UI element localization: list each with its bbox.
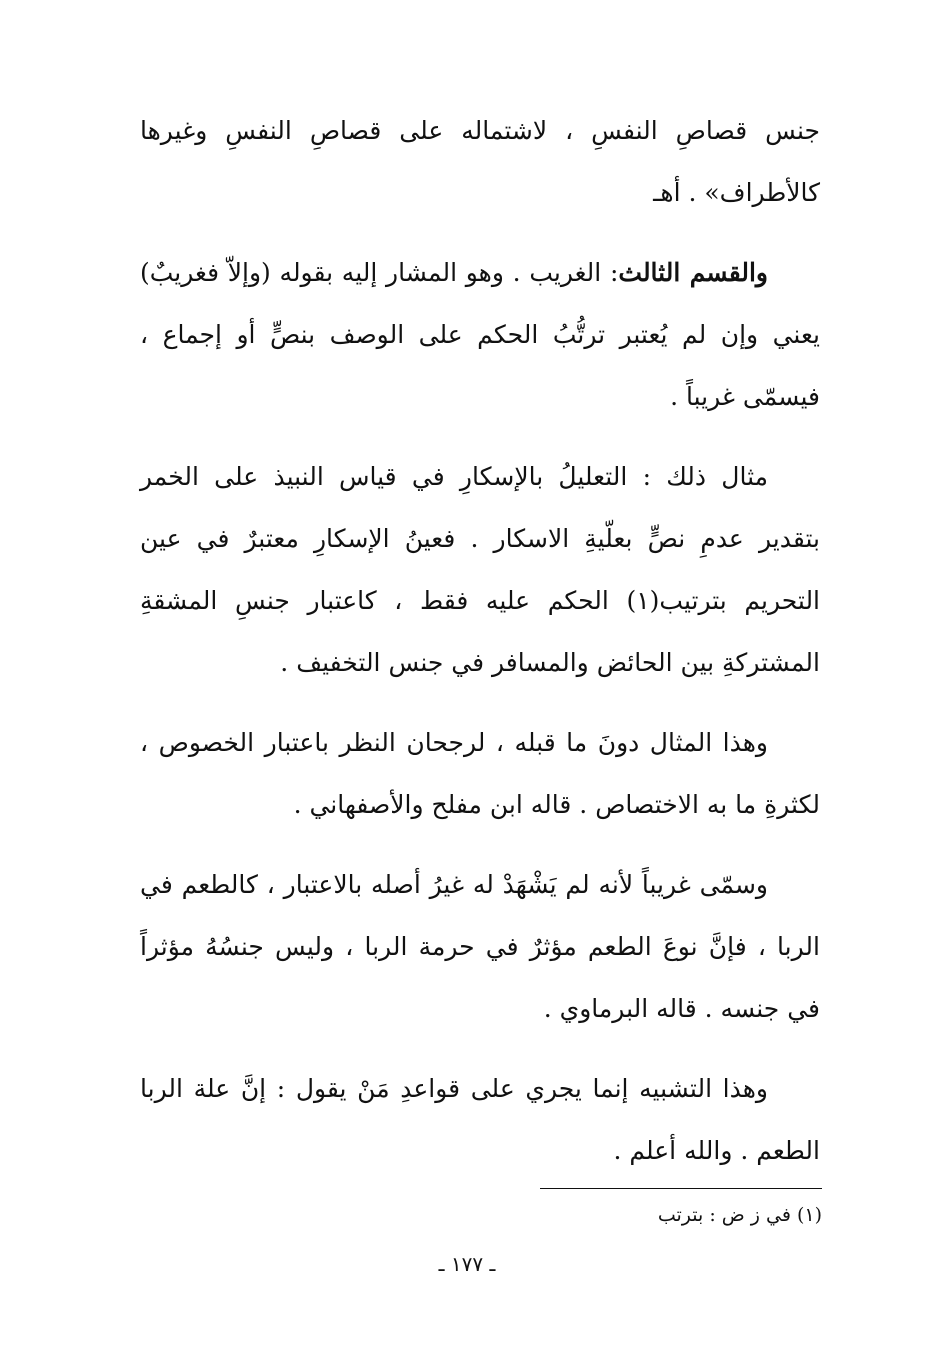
paragraph-1 bbox=[140, 100, 820, 224]
footnote: (١) في ز ض : بترتب bbox=[657, 1204, 822, 1226]
paragraph-5-text: وسمّى غريباً لأنه لم يَشْهَدْ له غيرُ أصله بالاعتبار ، كالطعم في الربا ، فإنَّ نوعَ الطعم مؤثرٌ في حرمة الربا ، وليس جنسُهُ مؤثراً في جنسه . قاله البرماوي . bbox=[140, 870, 820, 1023]
paragraph-6-text: وهذا التشبيه إنما يجري على قواعدِ مَنْ يقول : إنَّ علة الربا الطعم . والله أعلم . bbox=[140, 1074, 820, 1165]
footnote-divider bbox=[540, 1188, 822, 1189]
paragraph-5 bbox=[140, 854, 820, 1040]
page-number: ـ ١٧٧ ـ bbox=[438, 1252, 496, 1276]
paragraph-4 bbox=[140, 712, 820, 836]
body-text bbox=[140, 100, 820, 1200]
paragraph-3 bbox=[140, 446, 820, 694]
paragraph-1-text: جنس قصاصِ النفسِ ، لاشتماله على قصاصِ النفسِ وغيرها كالأطراف» . أهـ bbox=[140, 116, 820, 207]
paragraph-4-text: وهذا المثال دونَ ما قبله ، لرجحان النظر باعتبار الخصوص ، لكثرةِ ما به الاختصاص . قاله ابن مفلح والأصفهاني . bbox=[140, 728, 820, 819]
paragraph-3-text: مثال ذلك : التعليلُ بالإسكارِ في قياس النبيذ على الخمر بتقدير عدمِ نصٍّ بعلّيةِ الاسكار . فعينُ الإسكارِ معتبرٌ في عين التحريم بترتيب(١) الحكم عليه فقط ، كاعتبار جنسِ المشقةِ المشتركةِ بين الحائض والمسافر في جنس التخفيف . bbox=[140, 462, 821, 677]
section-heading: والقسم الثالث bbox=[618, 258, 768, 287]
paragraph-6 bbox=[140, 1058, 820, 1182]
paragraph-2-text: : الغريب . وهو المشار إليه بقوله (وإلاّ فغريبٌ) يعني وإن لم يُعتبر ترتُّبُ الحكم على الوصف بنصٍّ أو إجماع ، فيسمّى غريباً . bbox=[140, 258, 820, 411]
paragraph-2 bbox=[140, 242, 820, 428]
